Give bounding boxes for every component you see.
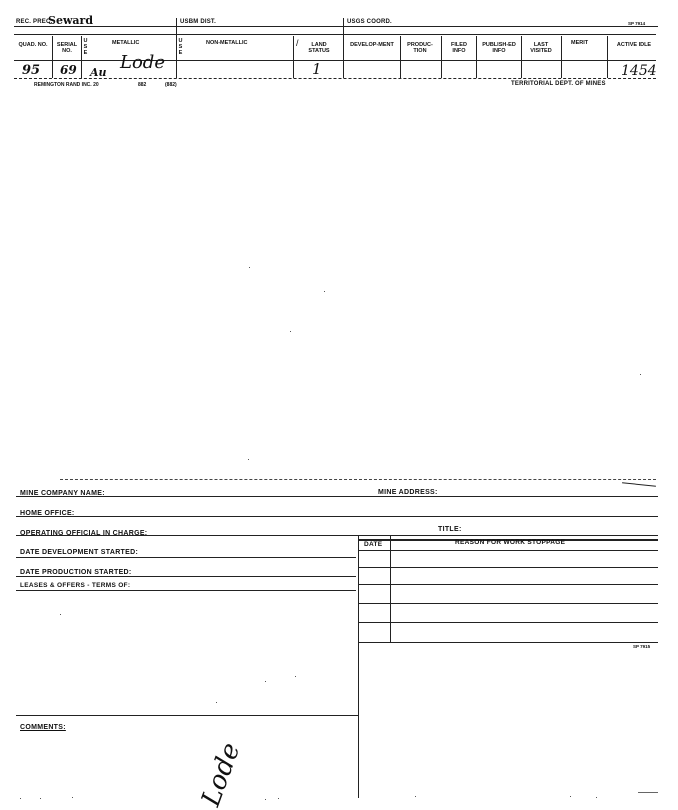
comments-label: COMMENTS: xyxy=(20,724,66,731)
col-metallic: METALLIC xyxy=(112,40,140,46)
serial-no-value: 69 xyxy=(60,63,77,77)
col-last-visited: LAST VISITED xyxy=(530,42,552,54)
col-production: PRODUC-TION xyxy=(407,42,433,54)
col-filed-info: FILED INFO xyxy=(451,42,467,54)
title-label: TITLE: xyxy=(438,526,462,533)
operating-official-label: OPERATING OFFICIAL IN CHARGE: xyxy=(20,530,148,537)
form-number-bottom: SP 7915 xyxy=(633,644,651,649)
date-development-started-label: DATE DEVELOPMENT STARTED: xyxy=(20,549,139,556)
mine-company-name-label: MINE COMPANY NAME: xyxy=(20,490,105,497)
department-label: TERRITORIAL DEPT. OF MINES xyxy=(511,81,606,87)
col-development: DEVELOP-MENT xyxy=(350,42,394,48)
col-land-status: LAND STATUS xyxy=(308,42,330,54)
col-merit: MERIT xyxy=(571,40,589,46)
col-published-info: PUBLISH-ED INFO xyxy=(482,42,516,54)
metallic-code-value: Au xyxy=(90,66,107,79)
col-serial-no: SERIAL NO. xyxy=(56,42,78,54)
printer-code1: 882 xyxy=(138,82,147,88)
address-mark xyxy=(622,482,656,487)
col-nonmetallic: NON-METALLIC xyxy=(206,40,248,46)
col-active-idle: ACTIVE IDLE xyxy=(616,42,652,48)
rec-prec-value: Seward xyxy=(48,14,94,27)
usbm-dist-label: USBM DIST. xyxy=(180,19,217,25)
active-idle-value: 1454 xyxy=(621,63,657,79)
date-column-header: DATE xyxy=(364,541,383,548)
leases-offers-label: LEASES & OFFERS - TERMS OF: xyxy=(20,582,131,589)
rec-prec-label: REC. PREC. xyxy=(16,19,53,25)
land-status-value: 1 xyxy=(312,60,322,78)
land-status-slash: / xyxy=(296,38,299,48)
comments-value: Lode xyxy=(196,738,247,810)
metallic-value: Lode xyxy=(120,52,165,73)
col-quad-no: QUAD. NO. xyxy=(18,42,48,48)
printer-label: REMINGTON RAND INC. 20 xyxy=(34,82,99,88)
mine-address-label: MINE ADDRESS: xyxy=(378,489,438,496)
col-metallic-flags: U S E xyxy=(83,38,88,56)
edge-mark xyxy=(638,792,658,793)
reason-column-header: REASON FOR WORK STOPPAGE xyxy=(455,539,566,546)
home-office-label: HOME OFFICE: xyxy=(20,510,75,517)
date-production-started-label: DATE PRODUCTION STARTED: xyxy=(20,569,132,576)
form-number-top: SP 7914 xyxy=(628,21,646,26)
usgs-coord-label: USGS COORD. xyxy=(347,19,392,25)
col-nonmetallic-flags: U S E xyxy=(178,38,183,56)
quad-no-value: 95 xyxy=(22,63,41,78)
printer-code2: (882) xyxy=(165,82,177,88)
